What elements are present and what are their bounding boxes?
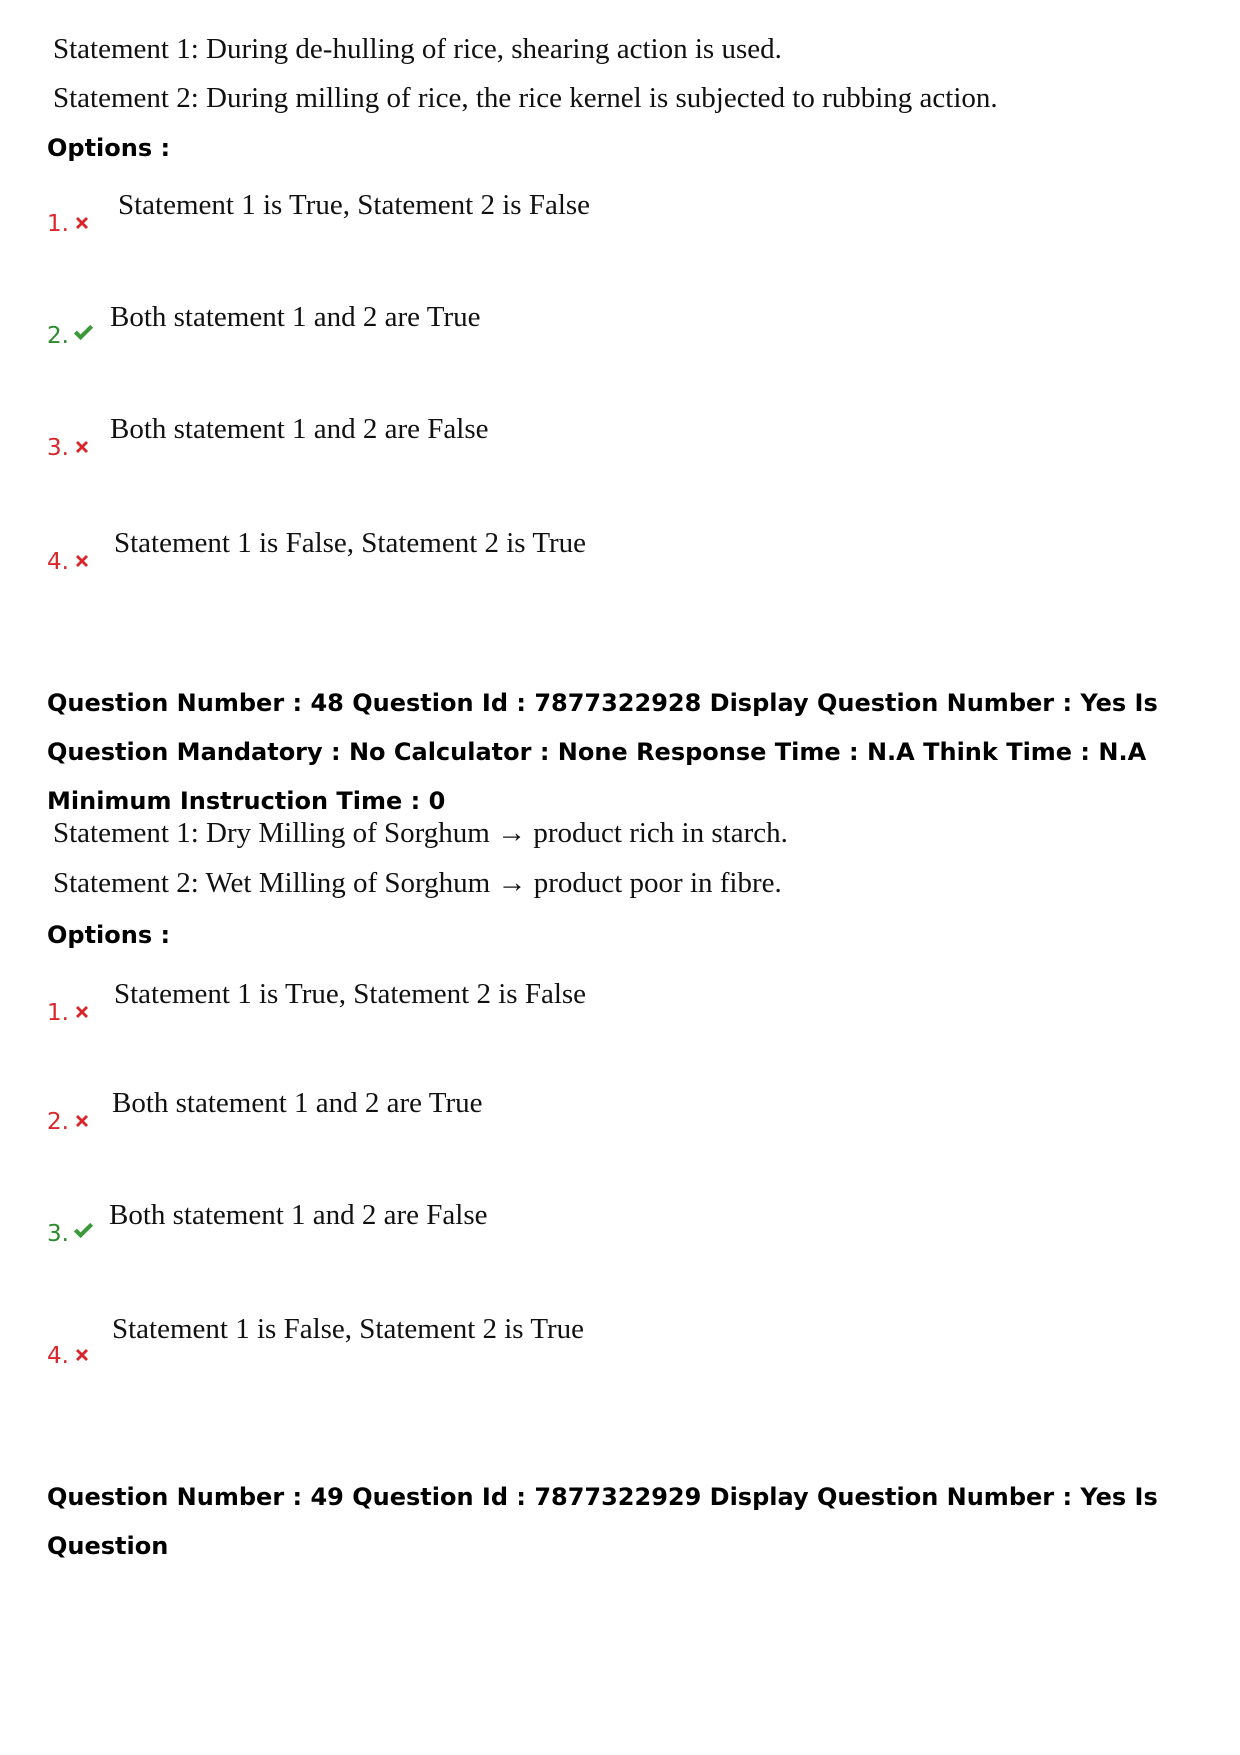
- option-number: 3.: [47, 1221, 69, 1247]
- check-icon: [72, 1219, 95, 1242]
- option-number: 3.: [47, 435, 69, 461]
- option-text: Both statement 1 and 2 are False: [110, 413, 489, 445]
- option-number: 1.: [47, 211, 69, 237]
- q48-statement-1: Statement 1: Dry Milling of Sorghum → product rich in starch.: [53, 817, 788, 849]
- option-text: Both statement 1 and 2 are True: [110, 301, 481, 333]
- q47-statement-1: Statement 1: During de-hulling of rice, shearing action is used.: [53, 33, 782, 65]
- cross-icon: [72, 1345, 92, 1365]
- q49-header: Question Number : 49 Question Id : 7877322929 Display Question Number : Yes Is Question: [47, 1483, 1158, 1560]
- option-text: Statement 1 is True, Statement 2 is False: [114, 978, 587, 1010]
- option-text: Statement 1 is True, Statement 2 is False: [118, 189, 591, 221]
- q48-options-label: Options :: [47, 921, 171, 949]
- option-number: 4.: [47, 1343, 69, 1369]
- cross-icon: [72, 437, 92, 457]
- option-number: 4.: [47, 549, 69, 575]
- cross-icon: [72, 551, 92, 571]
- q47-options-label: Options :: [47, 134, 171, 162]
- q47-statement-2: Statement 2: During milling of rice, the rice kernel is subjected to rubbing action.: [53, 82, 998, 114]
- option-number: 1.: [47, 1000, 69, 1026]
- q48-statement-2: Statement 2: Wet Milling of Sorghum → product poor in fibre.: [53, 867, 782, 899]
- option-text: Both statement 1 and 2 are False: [109, 1199, 488, 1231]
- cross-icon: [72, 213, 92, 233]
- check-icon: [72, 321, 95, 344]
- option-number: 2.: [47, 1109, 69, 1135]
- cross-icon: [72, 1002, 92, 1022]
- option-text: Both statement 1 and 2 are True: [112, 1087, 483, 1119]
- q48-header: Question Number : 48 Question Id : 7877322928 Display Question Number : Yes Is Question Mandatory : No Calculator : None Response Time : N.A Think Time : N.A Minimum Instruction Time : 0: [47, 689, 1158, 815]
- option-text: Statement 1 is False, Statement 2 is True: [112, 1313, 585, 1345]
- option-text: Statement 1 is False, Statement 2 is True: [114, 527, 587, 559]
- cross-icon: [72, 1111, 92, 1131]
- option-number: 2.: [47, 323, 69, 349]
